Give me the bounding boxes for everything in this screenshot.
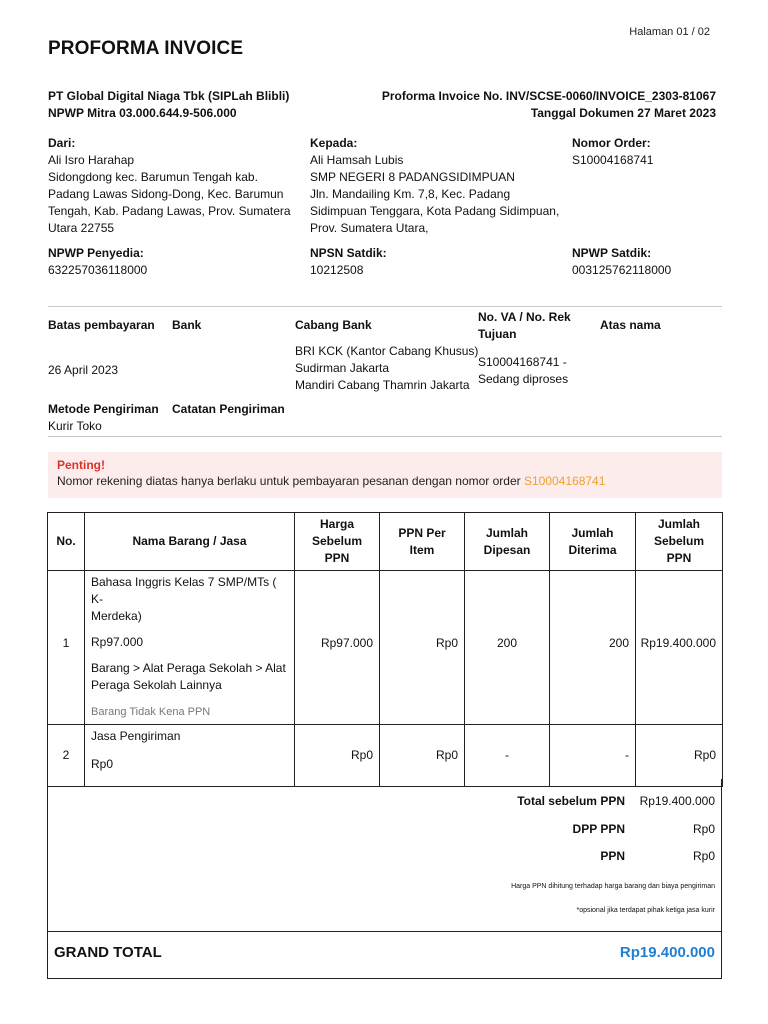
header-line: PPN: [666, 551, 692, 565]
account-name-header: Atas nama: [600, 318, 661, 332]
notice-order-number: S10004168741: [523, 474, 606, 488]
header-line: Jumlah: [571, 525, 614, 540]
grand-total-box: [47, 931, 722, 979]
row-no: 2: [48, 725, 85, 787]
header-line: Item: [409, 542, 435, 557]
divider: [48, 306, 722, 307]
notice-message: Nomor rekening diatas hanya berlaku untuk pembayaran pesanan dengan nomor order: [57, 474, 524, 488]
header-line: Sebelum: [311, 534, 362, 548]
item-name: Bahasa Inggris Kelas 7 SMP/MTs ( K-: [91, 575, 277, 606]
from-address-line: Tengah, Kab. Padang Lawas, Prov. Sumatera: [48, 204, 291, 218]
to-name: Ali Hamsah Lubis: [310, 153, 404, 167]
col-header-total: [636, 513, 723, 571]
from-address-line: Utara 22755: [48, 221, 115, 235]
row-ppn: Rp0: [380, 725, 465, 787]
row-total: Rp0: [636, 725, 723, 787]
col-header-ppn: [380, 513, 465, 571]
header-line: Diterima: [568, 542, 617, 557]
to-address-line: Prov. Sumatera Utara,: [310, 221, 429, 235]
row-total: Rp19.400.000: [636, 571, 723, 725]
invoice-number: Proforma Invoice No. INV/SCSE-0060/INVOICE_2303-81067: [381, 89, 716, 103]
item-name: Jasa Pengiriman: [91, 729, 181, 743]
row-no: 1: [48, 571, 85, 725]
header-line: PPN: [324, 551, 350, 565]
branch-line: BRI KCK (Kantor Cabang Khusus): [295, 344, 479, 358]
to-address-line: Sidimpuan Tenggara, Kota Padang Sidimpuan,: [310, 204, 560, 218]
page-number: Halaman 01 / 02: [629, 26, 710, 38]
shipping-method: Kurir Toko: [48, 419, 102, 433]
seller-npwp: NPWP Mitra 03.000.644.9-506.000: [48, 106, 237, 120]
courier-note: *opsional jika terdapat pihak ketiga jasa kurir: [576, 907, 715, 914]
branch-line: Sudirman Jakarta: [295, 361, 390, 375]
npwp-satdik-block: [572, 245, 671, 279]
important-notice: [48, 452, 722, 498]
npwp-penyedia-label: NPWP Penyedia:: [48, 246, 144, 260]
col-header-no: No.: [48, 513, 85, 571]
bank-branch: [295, 343, 478, 394]
dpp-value: Rp0: [692, 822, 715, 836]
va-line: Sedang diproses: [478, 372, 569, 386]
table-row: [48, 571, 723, 725]
header-line: Dipesan: [483, 542, 531, 557]
from-address-line: Sidongdong kec. Barumun Tengah kab.: [48, 170, 258, 184]
row-item-details: [85, 571, 295, 725]
divider: [48, 436, 722, 437]
npsn-satdik-block: [310, 245, 387, 279]
col-header-price: [295, 513, 380, 571]
va-header: [478, 309, 571, 343]
ppn-note: Harga PPN dihitung terhadap harga barang dan biaya pengiriman: [511, 883, 715, 890]
from-name: Ali Isro Harahap: [48, 153, 135, 167]
table-header-row: [48, 513, 723, 571]
from-address-line: Padang Lawas Sidong-Dong, Kec. Barumun: [48, 187, 284, 201]
grand-total-value: Rp19.400.000: [619, 944, 715, 961]
seller-name: PT Global Digital Niaga Tbk (SIPLah Blibli): [48, 89, 290, 103]
row-ppn: Rp0: [380, 571, 465, 725]
header-line: Sebelum: [653, 534, 704, 548]
row-price: Rp0: [295, 725, 380, 787]
header-line: Harga: [319, 517, 354, 531]
header-line: Jumlah: [485, 525, 528, 540]
subtotal-value: Rp19.400.000: [639, 794, 715, 808]
to-address-line: SMP NEGERI 8 PADANGSIDIMPUAN: [310, 170, 515, 184]
row-received: 200: [550, 571, 636, 725]
col-header-name: Nama Barang / Jasa: [85, 513, 295, 571]
npwp-satdik-label: NPWP Satdik:: [572, 246, 652, 260]
item-category: Peraga Sekolah Lainnya: [91, 678, 222, 692]
branch-header: Cabang Bank: [295, 318, 372, 332]
bank-header: Bank: [172, 318, 202, 332]
order-block: [572, 135, 653, 169]
row-price: Rp97.000: [295, 571, 380, 725]
npwp-penyedia-value: 632257036118000: [48, 263, 148, 277]
items-table: [47, 512, 723, 787]
branch-line: Mandiri Cabang Thamrin Jakarta: [295, 378, 470, 392]
document-title: PROFORMA INVOICE: [48, 38, 244, 59]
notice-text: [57, 473, 713, 489]
to-address-line: Jln. Mandailing Km. 7,8, Kec. Padang: [310, 187, 511, 201]
shipping-note-header: Catatan Pengiriman: [172, 402, 285, 416]
header-line: Jumlah: [657, 517, 700, 531]
row-ordered: -: [465, 725, 550, 787]
row-item-details: [85, 725, 295, 787]
ppn-value: Rp0: [692, 849, 715, 863]
npwp-satdik-value: 003125762118000: [572, 263, 672, 277]
col-header-ordered: [465, 513, 550, 571]
row-received: -: [550, 725, 636, 787]
item-category: Barang > Alat Peraga Sekolah > Alat: [91, 661, 286, 675]
npwp-penyedia-block: [48, 245, 147, 279]
npsn-satdik-value: 10212508: [310, 263, 364, 277]
dpp-label: DPP PPN: [572, 822, 625, 836]
col-header-received: [550, 513, 636, 571]
va-header-line: No. VA / No. Rek: [478, 310, 571, 324]
due-date: 26 April 2023: [48, 363, 119, 377]
ppn-label: PPN: [600, 849, 625, 863]
to-block: [310, 135, 565, 237]
item-unit-price: Rp97.000: [91, 635, 144, 649]
grand-total-label: GRAND TOTAL: [54, 944, 162, 961]
from-label: Dari:: [48, 136, 76, 150]
shipping-method-header: Metode Pengiriman: [48, 402, 159, 416]
npsn-satdik-label: NPSN Satdik:: [310, 246, 387, 260]
order-label: Nomor Order:: [572, 136, 651, 150]
to-label: Kepada:: [310, 136, 358, 150]
va-header-line: Tujuan: [478, 327, 517, 341]
table-row: [48, 725, 723, 787]
row-ordered: 200: [465, 571, 550, 725]
subtotal-label: Total sebelum PPN: [517, 794, 625, 808]
totals-box: [47, 779, 722, 932]
notice-title: Penting!: [57, 458, 105, 472]
order-number: S10004168741: [572, 153, 654, 167]
item-name: Merdeka): [91, 609, 142, 623]
header-line: PPN Per: [398, 525, 446, 540]
invoice-date: Tanggal Dokumen 27 Maret 2023: [530, 106, 716, 120]
va-number: [478, 354, 568, 388]
va-line: S10004168741 -: [478, 355, 567, 369]
due-date-header: Batas pembayaran: [48, 318, 155, 332]
item-tax-note: Barang Tidak Kena PPN: [91, 706, 211, 718]
from-block: [48, 135, 298, 237]
item-unit-price: Rp0: [91, 757, 114, 771]
